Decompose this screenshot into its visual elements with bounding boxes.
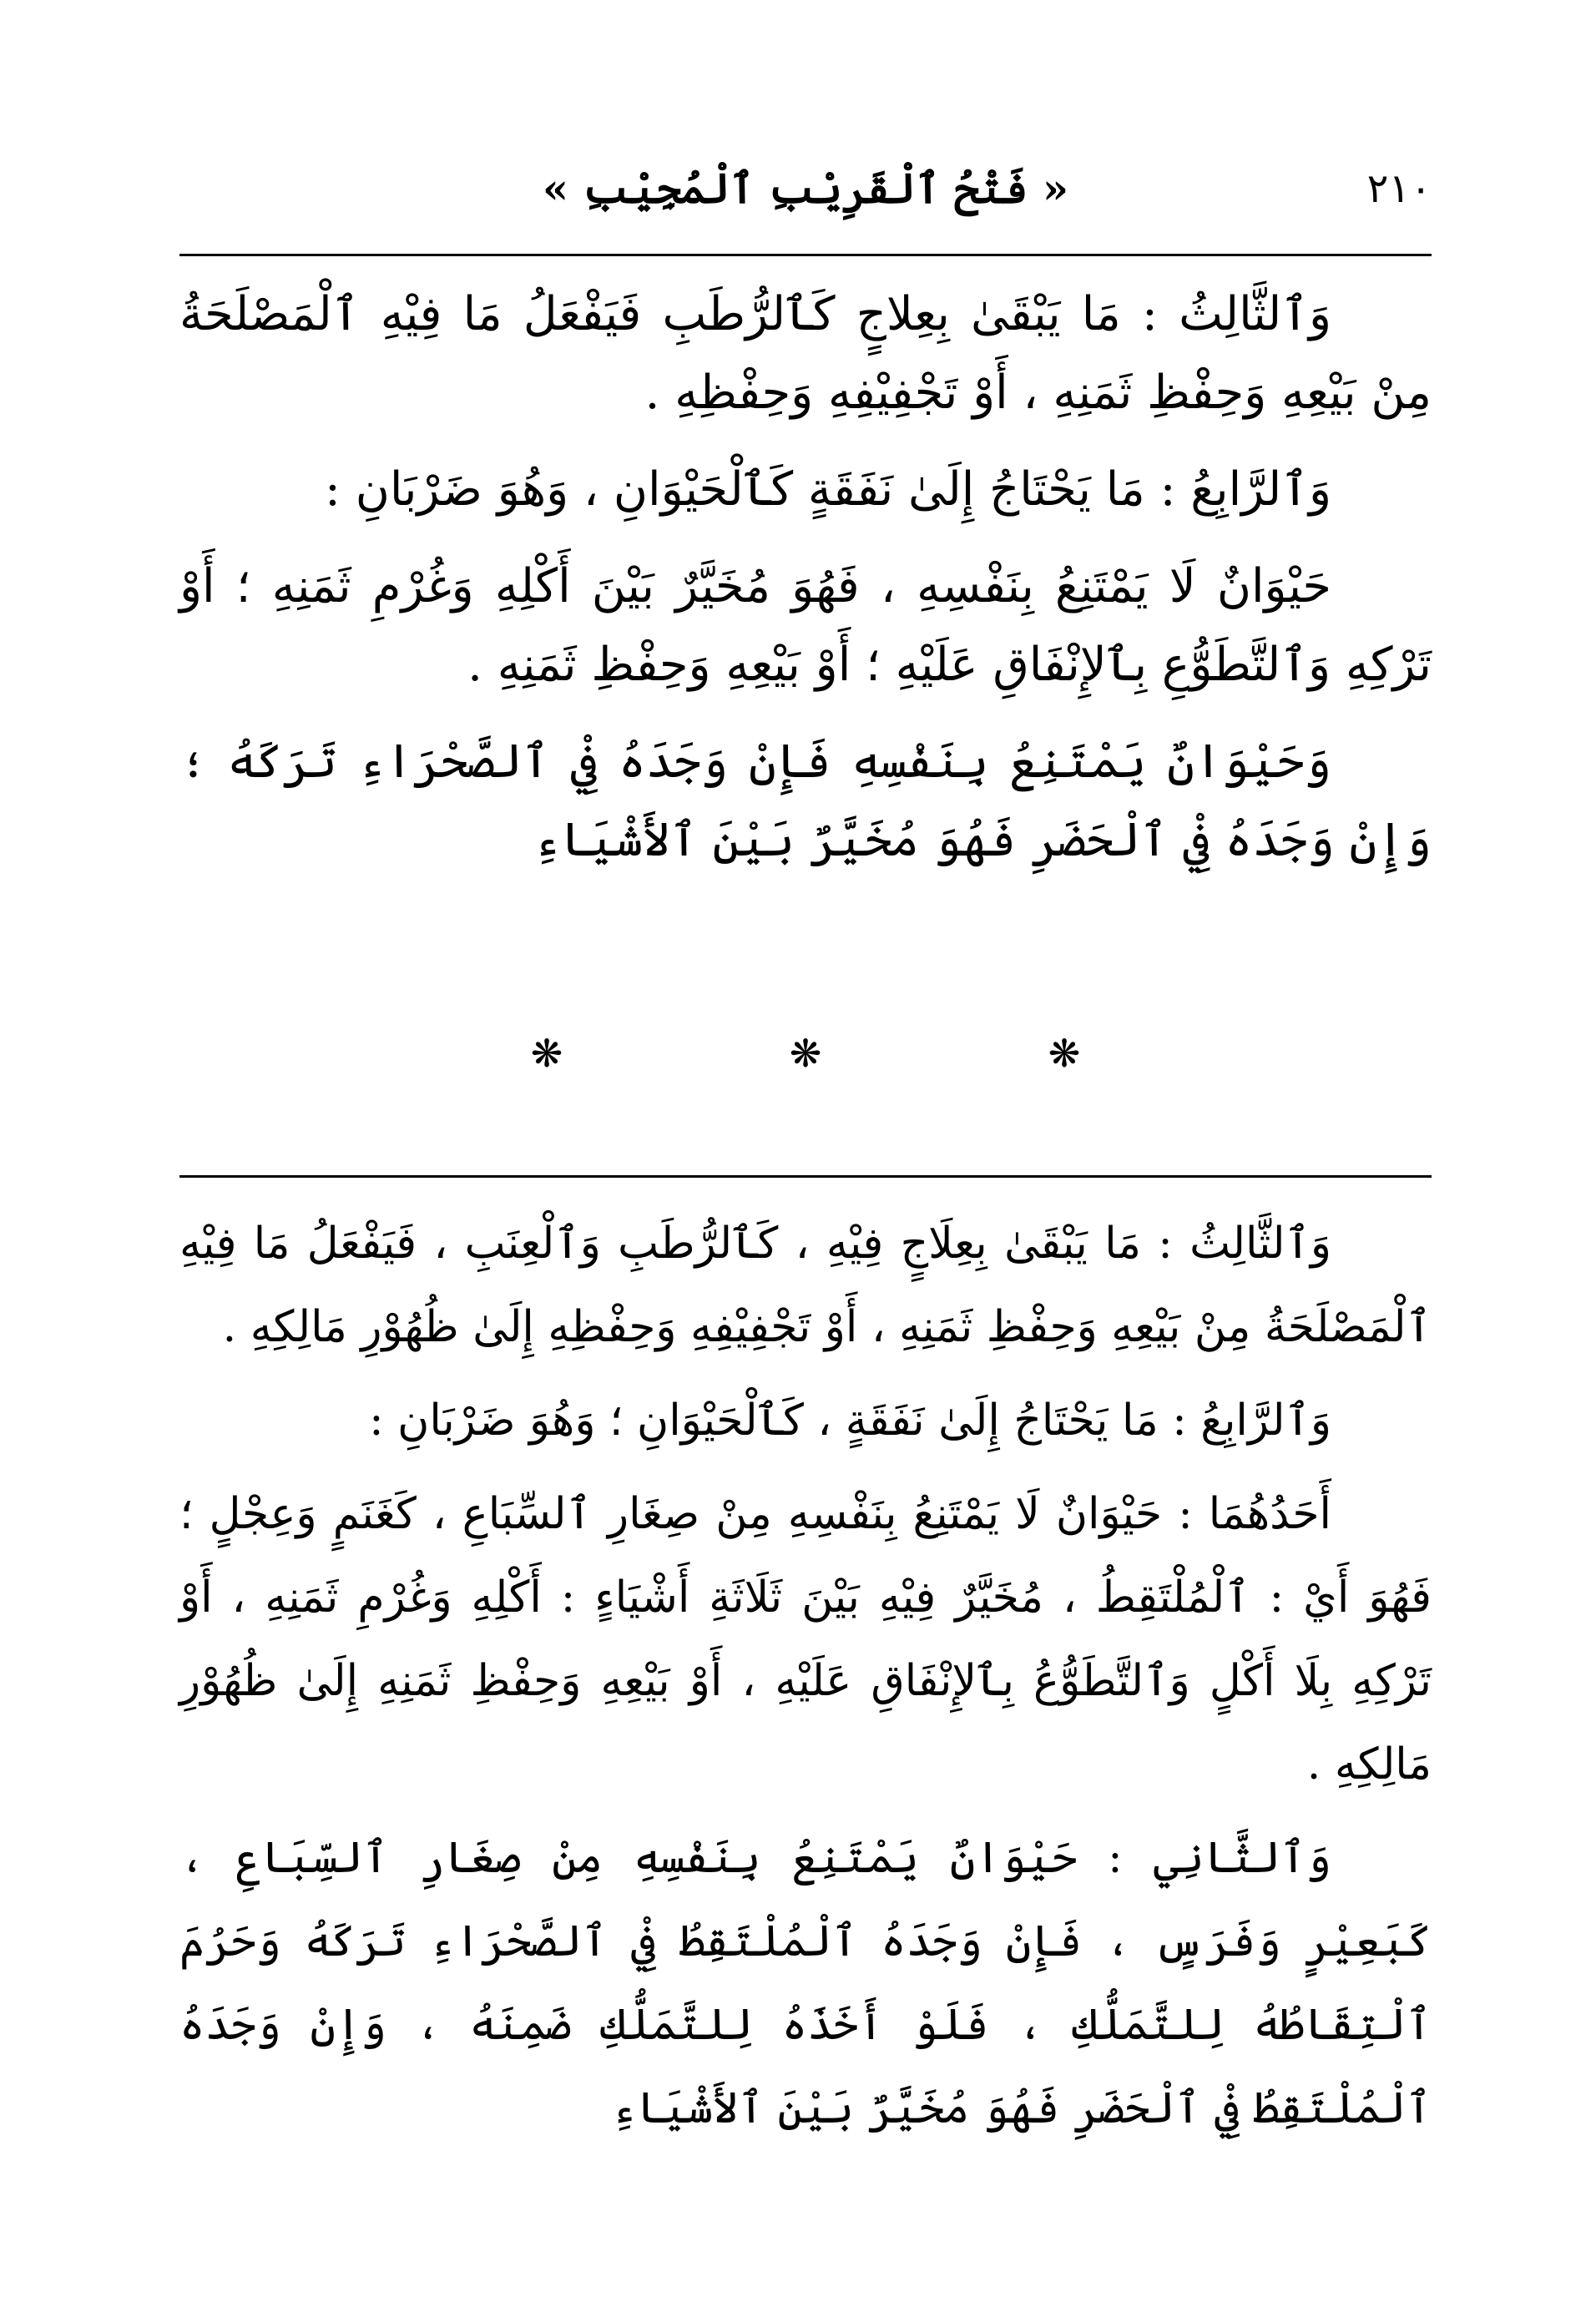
sharh-text: [179, 1202, 1432, 2160]
matn-paragraph: حَيْوَانٌ لَا يَمْتَنِعُ بِنَفْسِهِ ، فَهُوَ مُخَيَّرٌ بَيْنَ أَكْلِهِ وَغُرْمِ ثَمَنِهِ ؛ أَوْ تَرْكِهِ وَٱلتَّطَوُّعِ بِٱلإِنْفَاقِ عَلَيْهِ ؛ أَوْ بَيْعِهِ وَحِفْظِ ثَمَنِهِ .: [179, 559, 1432, 692]
asterism-icon: ❋: [789, 1031, 822, 1076]
matn-paragraph: وَٱلثَّالِثُ : مَا يَبْقَىٰ بِعِلاجٍ كَٱلرُّطَبِ فَيَفْعَلُ مَا فِيْهِ ٱلْمَصْلَحَةُ مِنْ بَيْعِهِ وَحِفْظِ ثَمَنِهِ ، أَوْ تَجْفِيْفِهِ وَحِفْظِهِ .: [179, 287, 1432, 420]
matn-paragraph: وَٱلرَّابِعُ : مَا يَحْتَاجُ إِلَىٰ نَفَقَةٍ كَٱلْحَيْوَانِ ، وَهُوَ ضَرْبَانِ :: [325, 462, 1331, 517]
asterism-icon: ❋: [1048, 1031, 1081, 1076]
sharh-paragraph: أَحَدُهُمَا : حَيْوَانٌ لَا يَمْتَنِعُ بِنَفْسِهِ مِنْ صِغَارِ ٱلسِّبَاعِ ، كَغَنَمٍ وَعِجْلٍ ؛ فَهُوَ أَيْ : ٱلْمُلْتَقِطُ ، مُخَيَّرٌ فِيْهِ بَيْنَ ثَلَاثَةِ أَشْيَاءٍ : أَكْلِهِ وَغُرْمِ ثَمَنِهِ ، أَوْ تَرْكِهِ بِلَا أَكْلٍ وَٱلتَّطَوُّعُ بِٱلإِنْفَاقِ عَلَيْهِ ، أَوْ بَيْعِهِ وَحِفْظِ ثَمَنِهِ إِلَىٰ ظُهُوْرِ مَالِكِهِ .: [179, 1489, 1432, 1790]
sharh-paragraph: وَٱلرَّابِعُ : مَا يَحْتَاجُ إِلَىٰ نَفَقَةٍ ، كَٱلْحَيْوَانِ ؛ وَهُوَ ضَرْبَانِ :: [369, 1396, 1331, 1446]
sharh-paragraph: وَٱلثَّانِي : حَيْوَانٌ يَمْتَنِعُ بِنَفْسِهِ مِنْ صِغَارِ ٱلسِّبَاعِ ، كَبَعِيْرٍ وَفَرَسٍ ، فَإِنْ وَجَدَهُ ٱلْمُلْتَقِطُ فِيْ ٱلصَّحْرَاءِ تَرَكَهُ وَحَرُمَ ٱلْتِقَاطُهُ لِلتَّمَلُّكِ ، فَلَوْ أَخَذَهُ لِلتَّمَلُّكِ ضَمِنَهُ ، وَإِنْ وَجَدَهُ ٱلْمُلْتَقِطُ فِيْ ٱلْحَضَرِ فَهُوَ مُخَيَّرٌ بَيْنَ ٱلأَشْيَاءِ: [179, 1833, 1432, 2133]
matn-text: [179, 275, 1432, 898]
page-header: [179, 149, 1432, 249]
asterism-icon: ❋: [530, 1031, 563, 1076]
page-number: ٢١٠: [1366, 165, 1432, 212]
matn-paragraph: وَحَيْوَانٌ يَمْتَنِعُ بِنَفْسِهِ فَإِنْ وَجَدَهُ فِيْ ٱلصَّحْرَاءِ تَرَكَهُ ؛ وَإِنْ وَجَدَهُ فِيْ ٱلْحَضَرِ فَهُوَ مُخَيَّرٌ بَيْنَ ٱلأَشْيَاءِ: [179, 735, 1432, 867]
sharh-paragraph: وَٱلثَّالِثُ : مَا يَبْقَىٰ بِعِلَاجٍ فِيْهِ ، كَٱلرُّطَبِ وَٱلْعِنَبِ ، فَيَفْعَلُ مَا فِيْهِ ٱلْمَصْلَحَةُ مِنْ بَيْعِهِ وَحِفْظِ ثَمَنِهِ ، أَوْ تَجْفِيْفِهِ وَحِفْظِهِ إِلَىٰ ظُهُوْرِ مَالِكِهِ .: [179, 1219, 1432, 1352]
commentary-divider: [179, 1175, 1432, 1178]
running-title: « فَتْحُ ٱلْقَرِيْبِ ٱلْمُجِيْبِ »: [542, 164, 1069, 213]
section-separator: [179, 1031, 1432, 1098]
header-divider: [179, 254, 1432, 256]
